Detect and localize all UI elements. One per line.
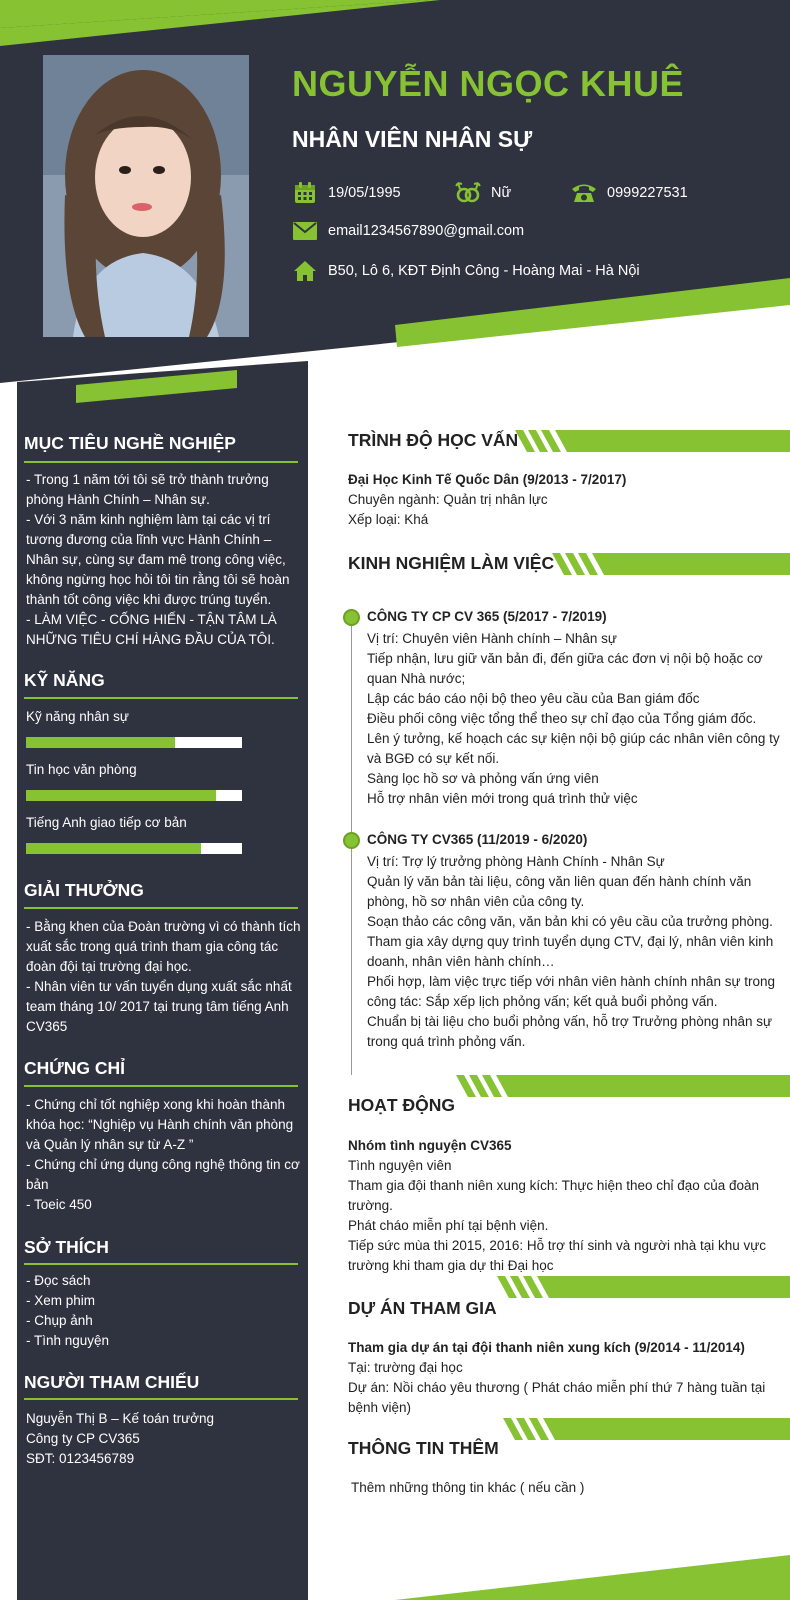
award-line: - Nhân viên tư vấn tuyển dụng xuất sắc nhất team tháng 10/ 2017 tại trung tâm tiếng Anh CV365 [26,979,292,1034]
skills-title: KỸ NĂNG [24,670,105,690]
objective-line: - Trong 1 năm tới tôi sẽ trở thành trưởng phòng Hành Chính – Nhân sự. [26,472,269,507]
home-icon [292,258,318,284]
timeline-dot [343,832,360,849]
hobbies-title: SỞ THÍCH [24,1237,109,1257]
school-name: Đại Học Kinh Tế Quốc Dân (9/2013 - 7/2017) [348,472,627,487]
hobby-line: - Chụp ảnh [26,1313,93,1328]
company-name: CÔNG TY CV365 (11/2019 - 6/2020) [367,832,588,847]
hobby-line: - Tình nguyện [26,1333,110,1348]
skill-label: Tiếng Anh giao tiếp cơ bản [26,815,187,830]
candidate-name: NGUYỄN NGỌC KHUÊ [292,63,685,104]
skill-label: Tin học văn phòng [26,762,137,777]
skill-label: Kỹ năng nhân sự [26,709,129,724]
hobby-line: - Xem phim [26,1293,96,1308]
birthday-text: 19/05/1995 [328,185,401,201]
objective-line: - LÀM VIỆC - CỐNG HIẾN - TẬN TÂM LÀ NHỮNG TIÊU CHÍ HÀNG ĐẦU CỦA TÔI. [26,612,277,647]
skill-fill [26,737,175,748]
job-line: Vị trí: Chuyên viên Hành chính – Nhân sự [367,631,617,646]
activities-title: HOẠT ĐỘNG [348,1095,455,1115]
job-entry [367,830,787,1052]
org-name: Nhóm tình nguyện CV365 [348,1138,512,1153]
skills-rule [24,697,298,699]
education-line: Xếp loại: Khá [348,512,429,527]
address-text: B50, Lô 6, KĐT Định Công - Hoàng Mai - Hà Nội [328,263,640,279]
objective-line: - Với 3 năm kinh nghiệm làm tại các vị trí tương đương của lĩnh vực Hành Chính – Nhân sự, cùng sự đam mê trong công việc, không ngừng học hỏi tôi tin rằng tôi sẽ hoàn thành tốt công việc khi được trúng tuyển. [26,512,290,607]
job-line: Phối hợp, làm việc trực tiếp với nhân viên hành chính nhân sự trong công tác: Sắp xếp lịch phỏng vấn; kết quả buổi phỏng vấn. [367,974,776,1009]
extra-text: Thêm những thông tin khác ( nếu cần ) [351,1480,585,1495]
certificate-line: - Toeic 450 [26,1197,92,1212]
address-info [292,258,640,284]
phone-info [571,180,688,206]
job-line: Lên ý tưởng, kế hoạch các sự kiện nội bộ giúp các nhân viên công ty và BGĐ có sự kết nối. [367,731,780,766]
job-line: Tham gia xây dựng quy trình tuyển dụng CTV, đại lý, nhân viên kinh doanh, nhân viên hành chính… [367,934,774,969]
gender-text: Nữ [491,185,512,201]
experience-deco [552,553,790,575]
calendar-icon [292,180,318,206]
activity-line: Phát cháo miễn phí tại bệnh viện. [348,1218,549,1233]
job-line: Tiếp nhận, lưu giữ văn bản đi, đến giữa các đơn vị nội bộ hoặc cơ quan Nhà nước; [367,651,763,686]
references-text [26,1409,306,1469]
objective-title: MỤC TIÊU NGHỀ NGHIỆP [24,433,236,453]
extra-deco [503,1418,790,1440]
education-deco [515,430,790,452]
education-line: Chuyên ngành: Quản trị nhân lực [348,492,548,507]
reference-line: SĐT: 0123456789 [26,1451,135,1466]
profile-photo [43,55,249,337]
awards-rule [24,907,298,909]
hobby-line: - Đọc sách [26,1273,91,1288]
objective-rule [24,461,298,463]
job-line: Soạn thảo các công văn, văn bản khi có yêu cầu của trưởng phòng. [367,914,773,929]
skill-fill [26,790,216,801]
job-line: Chuẩn bị tài liệu cho buổi phỏng vấn, hỗ trợ Trưởng phòng nhân sự trong quá trình phỏng vấn. [367,1014,773,1049]
phone-icon [571,180,597,206]
reference-line: Nguyễn Thị B – Kế toán trưởng [26,1411,214,1426]
email-info [292,218,524,244]
email-text: email1234567890@gmail.com [328,223,525,239]
job-line: Hỗ trợ nhân viên mới trong quá trình thử việc [367,791,638,806]
experience-title: KINH NGHIỆM LÀM VIỆC [348,553,555,573]
certificates-rule [24,1085,298,1087]
projects-deco [497,1276,790,1298]
activity-line: Tình nguyện viên [348,1158,452,1173]
job-line: Lập các báo cáo nội bộ theo yêu cầu của Ban giám đốc [367,691,700,706]
awards-text [26,917,306,1037]
education-title: TRÌNH ĐỘ HỌC VẤN [348,430,519,450]
activity-line: Tham gia đội thanh niên xung kích: Thực hiện theo chỉ đạo của đoàn trường. [348,1178,760,1213]
references-rule [24,1398,298,1400]
skill-bar [26,843,242,854]
project-name: Tham gia dự án tại đội thanh niên xung kích (9/2014 - 11/2014) [348,1340,745,1355]
reference-line: Công ty CP CV365 [26,1431,140,1446]
award-line: - Bằng khen của Đoàn trường vì có thành tích xuất sắc trong quá trình tham gia công tác đoàn đội tại trường đại học. [26,919,301,974]
references-title: NGƯỜI THAM CHIẾU [24,1372,200,1392]
certificates-title: CHỨNG CHỈ [24,1058,126,1078]
certificate-line: - Chứng chỉ ứng dụng công nghệ thông tin cơ bản [26,1157,300,1192]
activities-text [348,1136,788,1276]
job-line: Vị trí: Trợ lý trưởng phòng Hành Chính - Nhân Sự [367,854,665,869]
hobbies-text [26,1271,306,1351]
objective-text [26,470,306,650]
job-line: Điều phối công việc tổng thể theo sự chỉ đạo của Tổng giám đốc. [367,711,757,726]
job-line: Sàng lọc hồ sơ và phỏng vấn ứng viên [367,771,599,786]
email-icon [292,218,318,244]
birthday-info [292,180,401,206]
skill-bar [26,737,242,748]
job-title: NHÂN VIÊN NHÂN SỰ [292,126,533,152]
timeline-dot [343,609,360,626]
job-entry [367,607,787,809]
projects-text [348,1338,788,1418]
project-line: Dự án: Nồi cháo yêu thương ( Phát cháo miễn phí thứ 7 hàng tuần tại bệnh viện) [348,1380,766,1415]
extra-title: THÔNG TIN THÊM [348,1438,499,1458]
job-line: Quản lý văn bản tài liệu, công văn liên quan đến hành chính văn phòng, hồ sơ nhân viên của công ty. [367,874,752,909]
projects-title: DỰ ÁN THAM GIA [348,1298,497,1318]
skill-bar [26,790,242,801]
company-name: CÔNG TY CP CV 365 (5/2017 - 7/2019) [367,609,607,624]
awards-title: GIẢI THƯỞNG [24,880,144,900]
gender-icon [455,180,481,206]
activities-deco [456,1075,790,1097]
certificates-text [26,1095,306,1215]
hobbies-rule [24,1263,298,1265]
activity-line: Tiếp sức mùa thi 2015, 2016: Hỗ trợ thí sinh và người nhà tại khu vực trường khi tham gia dự thi Đại học [348,1238,767,1273]
phone-text: 0999227531 [607,185,688,201]
education-text [348,470,788,530]
gender-info [455,180,511,206]
project-line: Tại: trường đại học [348,1360,463,1375]
skill-fill [26,843,201,854]
certificate-line: - Chứng chỉ tốt nghiệp xong khi hoàn thành khóa học: “Nghiệp vụ Hành chính văn phòng và Quản lý nhân sự từ A-Z ” [26,1097,294,1152]
